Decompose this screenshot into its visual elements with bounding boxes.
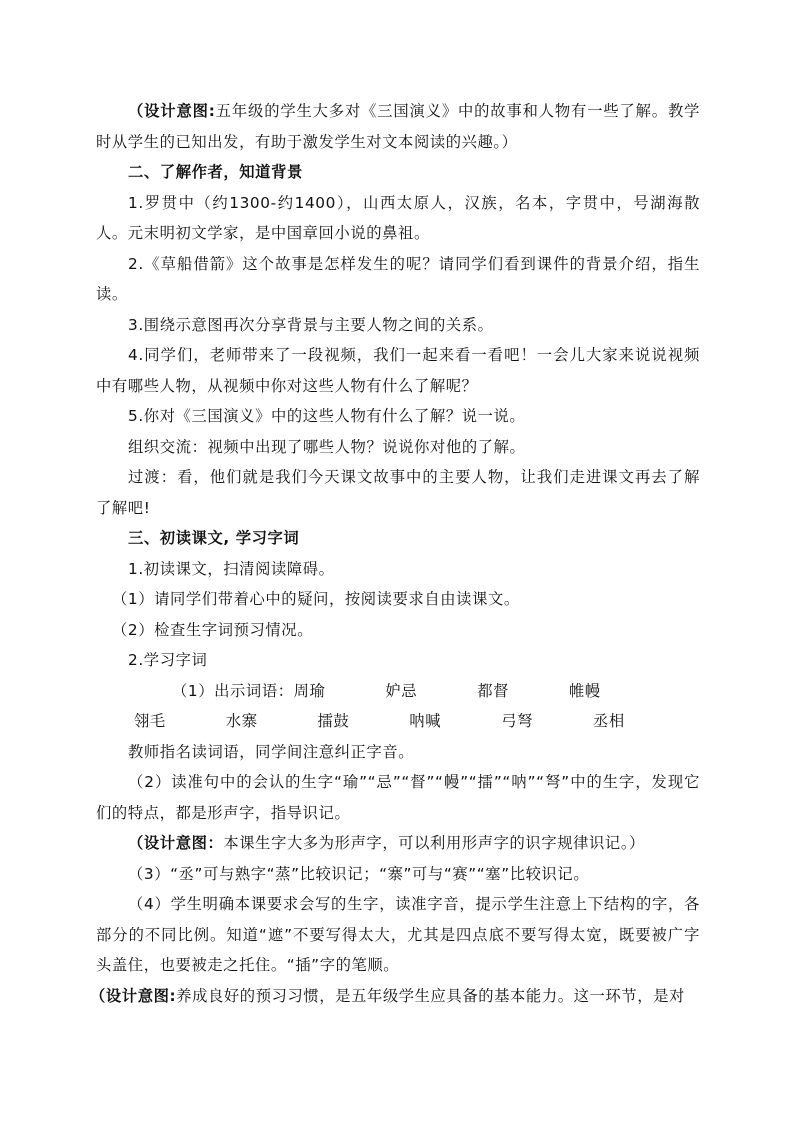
document-page — [90, 96, 700, 1011]
vocabulary-list — [96, 676, 700, 737]
paragraph-read-freely: （1）请同学们带着心中的疑问，按阅读要求自由读课文。 — [112, 590, 520, 608]
paragraph-compare-characters: （3）“丞”可与熟字“蒸”比较识记；“寨”可与“赛”“塞”比较识记。 — [128, 864, 590, 883]
paragraph-characters: 5.你对《三国演义》中的这些人物有什么了解？说一说。 — [128, 407, 526, 425]
paragraph-discussion: 组织交流：视频中出现了哪些人物？说说你对他的了解。 — [128, 437, 526, 456]
vocabulary-word: 丞相 — [592, 712, 625, 730]
paragraph-background: 2.《草船借箭》这个故事是怎样发生的呢？请同学们看到课件的背景介绍，指生读。 — [96, 254, 700, 303]
design-intent-text: 养成良好的预习习惯，是五年级学生应具备的基本能力。这一环节，是对 — [176, 986, 685, 1005]
vocabulary-word: 弓弩 — [501, 712, 533, 730]
paragraph-diagram: 3.围绕示意图再次分享背景与主要人物之间的关系。 — [128, 315, 494, 334]
paragraph-transition: 过渡：看，他们就是我们今天课文故事中的主要人物，让我们走进课文再去了解了解吧! — [96, 468, 700, 517]
design-intent-text: 本课生字大多为形声字，可以利用形声字的识字规律识记。） — [223, 834, 645, 852]
paragraph-check-preview: （2）检查生字词预习情况。 — [112, 620, 314, 639]
design-intent-paragraph-1 — [96, 96, 700, 157]
paragraph-teacher-reading: 教师指名读词语，同学间注意纠正字音。 — [128, 742, 415, 761]
vocabulary-word: 擂鼓 — [317, 712, 350, 730]
design-intent-paragraph-3 — [90, 981, 700, 1012]
vocabulary-word: 都督 — [477, 681, 509, 700]
design-intent-label: （设计意图: — [90, 986, 177, 1005]
paragraph-writing-guidance: （4）学生明确本课要求会写的生字，读准字音，提示学生注意上下结构的字，各部分的不同比例。知道“遮”不要写得太大，尤其是四点底不要写得太宽，既要被广字头盖住，也要被走之托住。“插”字的笔顺。 — [96, 895, 700, 974]
design-intent-label: （设计意图: — [128, 102, 216, 120]
paragraph-phonetic-characters: （2）读准句中的会认的生字“瑜”“忌”“督”“幔”“擂”“呐”“弩”中的生字，发现它们的特点，都是形声字，指导识记。 — [96, 773, 700, 822]
paragraph-learn-words: 2.学习字词 — [128, 651, 208, 669]
vocabulary-word: 翎毛 — [134, 712, 166, 730]
paragraph-first-reading: 1.初读课文，扫清阅读障碍。 — [128, 559, 335, 578]
vocabulary-prefix: （1）出示词语：周瑜 — [172, 681, 326, 700]
paragraph-video: 4.同学们，老师带来了一段视频，我们一起来看一看吧！一会儿大家来说说视频中有哪些人物，从视频中你对这些人物有什么了解呢？ — [96, 346, 700, 395]
vocabulary-word: 呐喊 — [409, 712, 442, 730]
vocabulary-word: 妒忌 — [385, 681, 418, 700]
design-intent-label: （设计意图： — [128, 834, 224, 852]
design-intent-text: 五年级的学生大多对《三国演义》中的故事和人物有一些了解。教学时从学生的已知出发，有助于激发学生对文本阅读的兴趣。） — [96, 102, 700, 151]
design-intent-paragraph-2 — [96, 828, 700, 859]
paragraph-author: 1.罗贯中（约1300-约1400），山西太原人，汉族，名本，字贯中，号湖海散人。元末明初文学家，是中国章回小说的鼻祖。 — [96, 193, 700, 242]
vocabulary-word: 帷幔 — [569, 681, 601, 700]
section-heading-2: 二、了解作者，知道背景 — [128, 163, 303, 181]
section-heading-3: 三、初读课文, 学习字词 — [128, 529, 300, 547]
vocabulary-word: 水寨 — [225, 712, 258, 730]
